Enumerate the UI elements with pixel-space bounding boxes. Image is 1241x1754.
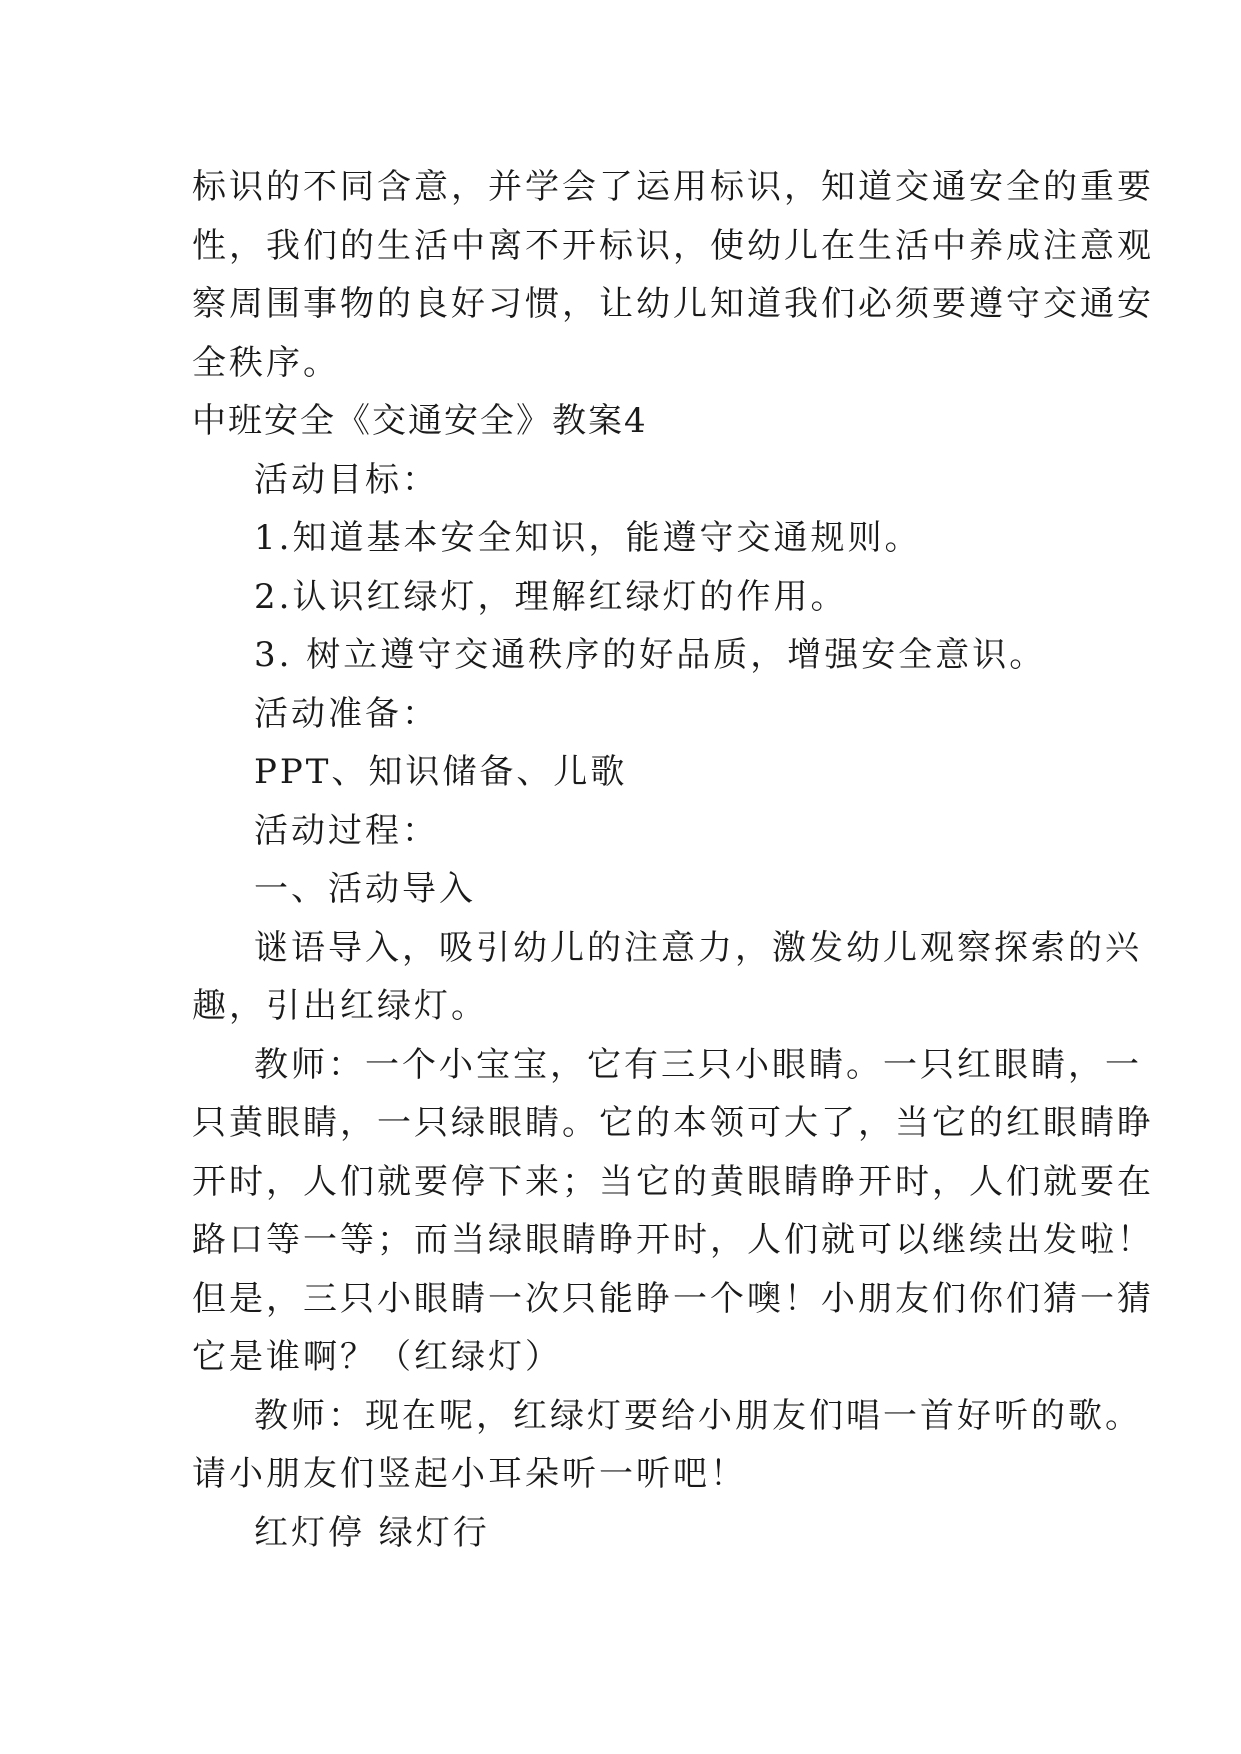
paragraph-line: 路口等一等；而当绿眼睛睁开时，人们就可以继续出发啦！ bbox=[192, 1220, 1154, 1260]
list-item: 3. 树立遵守交通秩序的好品质，增强安全意识。 bbox=[254, 635, 1047, 675]
paragraph-line: 性，我们的生活中离不开标识，使幼儿在生活中养成注意观 bbox=[192, 225, 1154, 266]
song-line: 红灯停 绿灯行 bbox=[254, 1512, 490, 1553]
paragraph-line: 教师：现在呢，红绿灯要给小朋友们唱一首好听的歌。 bbox=[254, 1395, 1142, 1436]
preparation-materials: PPT、知识储备、儿歌 bbox=[254, 752, 628, 792]
document-page bbox=[192, 158, 1154, 1562]
paragraph-line: 它是谁啊？（红绿灯） bbox=[192, 1337, 562, 1377]
list-item: 2.认识红绿灯，理解红绿灯的作用。 bbox=[254, 576, 848, 617]
section-heading: 中班安全《交通安全》教案4 bbox=[192, 401, 648, 441]
subheading-activity-intro: 一、活动导入 bbox=[254, 869, 476, 909]
paragraph-line: 全秩序。 bbox=[192, 342, 340, 383]
paragraph-line: 察周围事物的良好习惯，让幼儿知道我们必须要遵守交通安 bbox=[192, 284, 1154, 324]
subheading-activity-process: 活动过程： bbox=[254, 810, 439, 851]
list-item: 1.知道基本安全知识，能遵守交通规则。 bbox=[254, 518, 922, 558]
paragraph-line: 标识的不同含意，并学会了运用标识，知道交通安全的重要 bbox=[192, 167, 1154, 207]
subheading-activity-goals: 活动目标： bbox=[254, 459, 439, 500]
paragraph-line: 只黄眼睛，一只绿眼睛。它的本领可大了，当它的红眼睛睁 bbox=[192, 1103, 1154, 1143]
paragraph-line: 趣，引出红绿灯。 bbox=[192, 986, 488, 1026]
subheading-activity-preparation: 活动准备： bbox=[254, 693, 439, 734]
paragraph-line: 开时，人们就要停下来；当它的黄眼睛睁开时，人们就要在 bbox=[192, 1161, 1154, 1202]
paragraph-line: 谜语导入，吸引幼儿的注意力，激发幼儿观察探索的兴 bbox=[254, 927, 1142, 968]
paragraph-line: 教师：一个小宝宝，它有三只小眼睛。一只红眼睛，一 bbox=[254, 1044, 1142, 1085]
paragraph-line: 但是，三只小眼睛一次只能睁一个噢！小朋友们你们猜一猜 bbox=[192, 1278, 1154, 1319]
paragraph-line: 请小朋友们竖起小耳朵听一听吧！ bbox=[192, 1454, 747, 1494]
